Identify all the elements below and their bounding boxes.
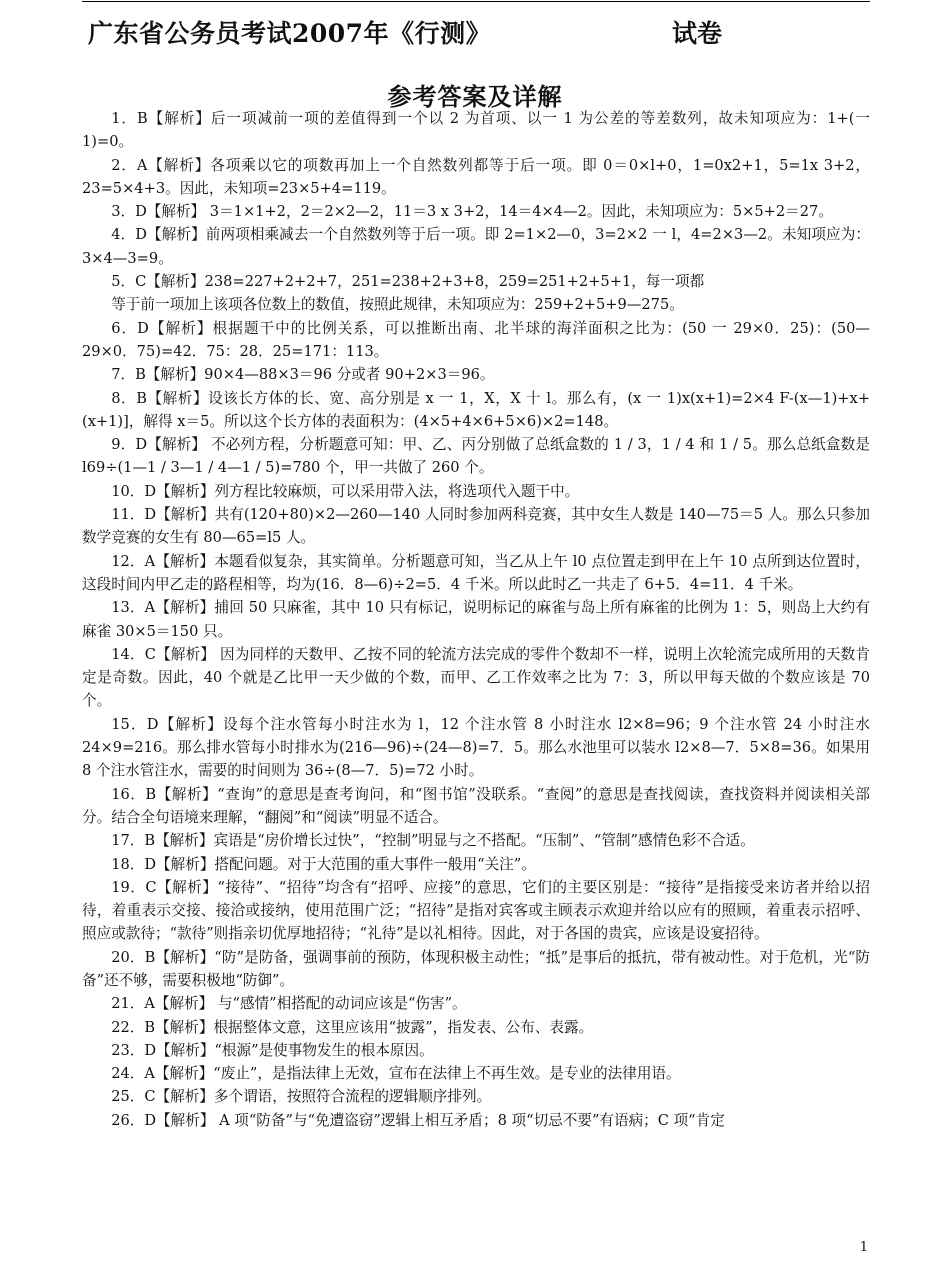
answer-paragraph: 24．A【解析】“废止”，是指法律上无效，宣布在法律上不再生效。是专业的法律用语。 — [111, 1065, 681, 1083]
answer-paragraph: 23．D【解析】“根源”是使事物发生的根本原因。 — [111, 1041, 434, 1059]
page-number: 1 — [859, 1240, 868, 1255]
answer-paragraph: 16．B【解析】“查询”的意思是查考询问，和“图书馆”没联系。“查阅”的意思是查找阅读，查找资料并阅读相关部分。结合全句语境来理解，“翻阅”和“阅读”明显不适合。 — [82, 785, 870, 826]
answer-paragraph: 15．D【解析】设每个注水管每小时注水为 l，12 个注水管 8 小时注水 l2×8=96；9 个注水管 24 小时注水 24×9=216。那么排水管每小时排水为(216—96)÷(24—8)=7．5。那么水池里可以装水 l2×8—7．5×8=36。如果用 8 个注水管注水，需要的时间则为 36÷(8—7．5)=72 小时。 — [82, 715, 870, 780]
header-rule — [82, 1, 870, 2]
answer-paragraph: 25．C【解析】多个谓语，按照符合流程的逻辑顺序排列。 — [111, 1088, 492, 1106]
answer-paragraph: 12．A【解析】本题看似复杂，其实简单。分析题意可知，当乙从上午 l0 点位置走到甲在上午 10 点所到达位置时，这段时间内甲乙走的路程相等，均为(16．8—6)÷2=5．4 千米。所以此时乙一共走了 6+5．4=11．4 千米。 — [82, 552, 870, 593]
answer-paragraph: 2．A【解析】各项乘以它的项数再加上一个自然数列都等于后一项。即 0＝0×l+0，1=0x2+1，5=1x 3+2，23=5×4+3。因此，未知项=23×5+4=119。 — [82, 156, 870, 197]
answer-paragraph: 21．A【解析】 与“感情”相搭配的动词应该是“伤害”。 — [111, 995, 467, 1013]
answer-paragraph: 等于前一项加上该项各位数上的数值，按照此规律，未知项应为：259+2+5+9—275。 — [111, 296, 684, 314]
answer-paragraph: 5．C【解析】238=227+2+2+7，251=238+2+3+8，259=251+2+5+1，每一项都 — [111, 273, 705, 291]
header-title: 广东省公务员考试2007年《行测》 — [88, 19, 492, 48]
answer-paragraph: 10．D【解析】列方程比较麻烦，可以采用带入法，将选项代入题干中。 — [111, 482, 580, 500]
answer-list — [82, 107, 870, 1132]
answer-paragraph: 9．D【解析】 不必列方程，分析题意可知：甲、乙、丙分别做了总纸盒数的 1 / 3，1 / 4 和 1 / 5。那么总纸盒数是 l69÷(1—1 / 3—1 / 4—1 / 5)=780 个，甲一共做了 260 个。 — [82, 436, 870, 477]
answer-paragraph: 20．B【解析】“防”是防备，强调事前的预防，体现积极主动性；“抵”是事后的抵抗，带有被动性。对于危机，光“防备”还不够，需要积极地“防御”。 — [82, 948, 870, 989]
header-exam-label: 试卷 — [672, 19, 723, 48]
answer-paragraph: 8．B【解析】设该长方体的长、宽、高分别是 x 一 1，X，X 十 l。那么有，(x 一 1)x(x+1)=2×4 F-(x—1)+x+(x+1)]，解得 x＝5。所以这个长方体的表面积为：(4×5+4×6+5×6)×2=148。 — [82, 389, 870, 430]
answer-paragraph: 22．B【解析】根据整体文意，这里应该用“披露”，指发表、公布、表露。 — [111, 1018, 594, 1036]
section-title: 参考答案及详解 — [387, 82, 563, 111]
answer-paragraph: 19．C【解析】“接待”、“招待”均含有“招呼、应接”的意思，它们的主要区别是：“接待”是指接受来访者并给以招待，着重表示交接、接洽或接纳，使用范围广泛；“招待”是指对宾客或主顾表示欢迎并给以应有的照顾，着重表示招呼、照应或款待；“款待”则指亲切优厚地招待；“礼待”是以礼相待。因此，对于各国的贵宾，应该是设宴招待。 — [82, 878, 870, 943]
answer-paragraph: 18．D【解析】搭配问题。对于大范围的重大事件一般用“关注”。 — [111, 855, 536, 873]
answer-paragraph: 11．D【解析】共有(120+80)×2—260—140 人同时参加两科竞赛，其中女生人数是 140—75＝5 人。那么只参加数学竞赛的女生有 80—65=l5 人。 — [82, 506, 870, 547]
page-header — [88, 14, 868, 50]
answer-paragraph: 17．B【解析】宾语是“房价增长过快”，“控制”明显与之不搭配。“压制”、“管制”感情色彩不合适。 — [111, 832, 755, 850]
answer-paragraph: 26．D【解析】 A 项“防备”与“免遭盗窃”逻辑上相互矛盾；8 项“切忌不要”有语病；C 项“肯定 — [111, 1111, 725, 1129]
answer-paragraph: 6．D【解析】根据题干中的比例关系，可以推断出南、北半球的海洋面积之比为：(50 一 29×0．25)：(50—29×0．75)=42．75：28．25=171：113。 — [82, 319, 870, 360]
answer-paragraph: 1．B【解析】后一项减前一项的差值得到一个以 2 为首项、以一 1 为公差的等差数列，故未知项应为：1+(一 1)=0。 — [82, 110, 870, 151]
answer-paragraph: 3．D【解析】 3＝1×1+2，2＝2×2—2，11＝3 x 3+2，14＝4×4—2。因此，未知项应为：5×5+2＝27。 — [111, 203, 833, 221]
answer-paragraph: 4．D【解析】前两项相乘减去一个自然数列等于后一项。即 2=1×2—0，3=2×2 一 l，4=2×3—2。未知项应为：3×4—3=9。 — [82, 226, 870, 267]
answer-paragraph: 13．A【解析】捕回 50 只麻雀，其中 10 只有标记，说明标记的麻雀与岛上所有麻雀的比例为 1：5，则岛上大约有麻雀 30×5＝150 只。 — [82, 599, 870, 640]
answer-paragraph: 14．C【解析】 因为同样的天数甲、乙按不同的轮流方法完成的零件个数却不一样，说明上次轮流完成所用的天数肯定是奇数。因此，40 个就是乙比甲一天少做的个数，而甲、乙工作效率之比为 7：3，所以甲每天做的个数应该是 70 个。 — [82, 645, 870, 710]
answer-paragraph: 7．B【解析】90×4—88×3＝96 分或者 90+2×3＝96。 — [111, 366, 495, 384]
